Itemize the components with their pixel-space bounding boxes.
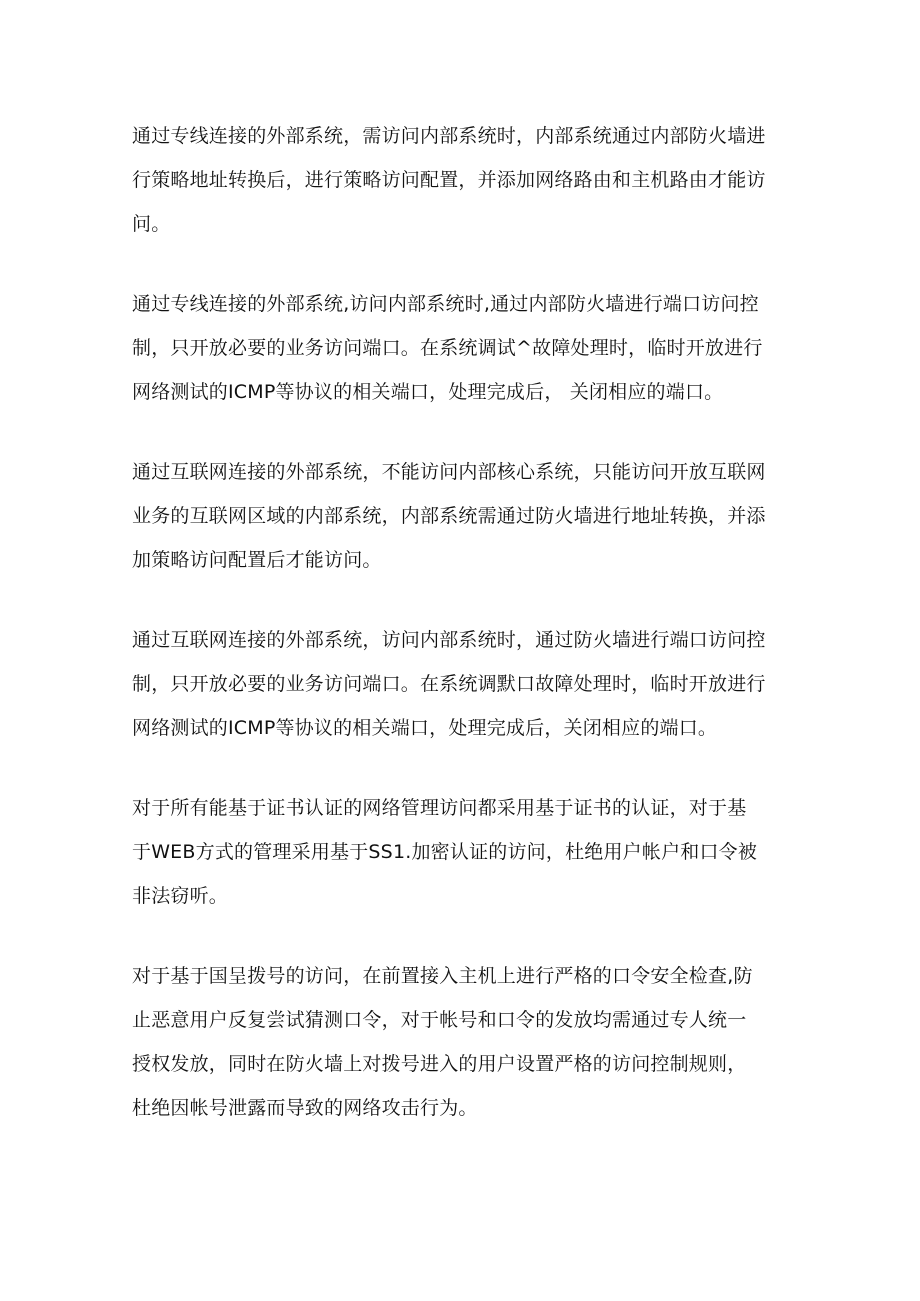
- paragraph-6: 对于基于国呈拨号的访问，在前置接入主机上进行严格的口令安全检查,防 止恶意用户反复尝试猜测口令，对于帐号和口令的发放均需通过专人统一 授权发放，同时在防火墙上对拨号进入的用户设置严格的访问控制规则， 杜绝因帐号泄露而导致的网络攻击行为。: [132, 965, 753, 1119]
- paragraph-1: 通过专线连接的外部系统，需访问内部系统时，内部系统通过内部防火墙进 行策略地址转换后，进行策略访问配置，并添加网络路由和主机路由才能访 问。: [132, 125, 766, 235]
- document-body: [132, 114, 802, 1166]
- paragraph-3: 通过互联网连接的外部系统，不能访问内部核心系统，只能访问开放互联网 业务的互联网区域的内部系统，内部系统需通过防火墙进行地址转换，并添 加策略访问配置后才能访问。: [132, 461, 766, 571]
- paragraph-4: 通过互联网连接的外部系统，访问内部系统时，通过防火墙进行端口访问控 制，只开放必要的业务访问端口。在系统调默口故障处理时，临时开放进行 网络测试的ICMP等协议的相关端口，处理完成后，关闭相应的端口。: [132, 629, 766, 739]
- paragraph-5: 对于所有能基于证书认证的网络管理访问都采用基于证书的认证，对于基 于WEB方式的管理采用基于SS1.加密认证的访问，杜绝用户帐户和口令被 非法窃听。: [132, 797, 758, 907]
- paragraph-2: 通过专线连接的外部系统,访问内部系统时,通过内部防火墙进行端口访问控 制，只开放必要的业务访问端口。在系统调试^故障处理时，临时开放进行 网络测试的ICMP等协议的相关端口，处理完成后， 关闭相应的端口。: [132, 293, 763, 403]
